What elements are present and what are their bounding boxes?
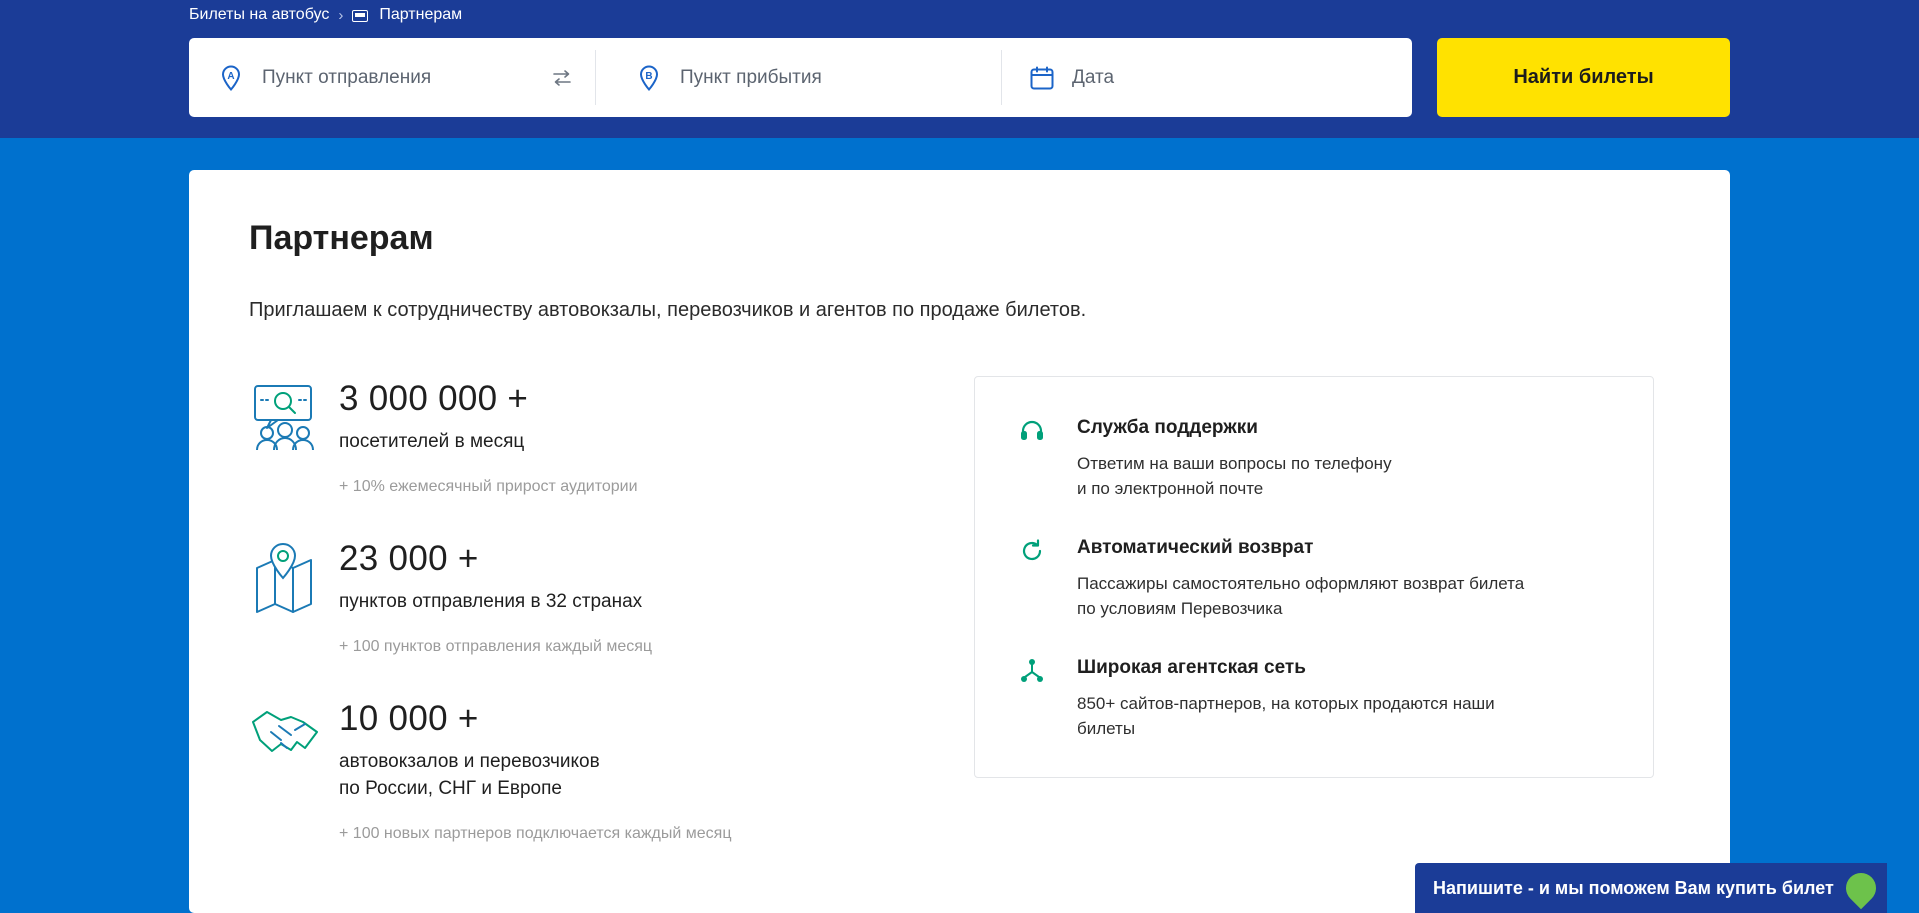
- map-pin-icon: [249, 536, 339, 621]
- stat-number: 10 000 +: [339, 699, 479, 738]
- search-fields: [189, 38, 1412, 117]
- stat-body: [339, 536, 974, 690]
- feature-body: [1077, 535, 1609, 621]
- chat-badge[interactable]: [1835, 863, 1887, 913]
- search-people-icon: [249, 376, 339, 457]
- feature-text-line2: и по электронной почте: [1077, 479, 1264, 498]
- stat-description: посетителей в месяц: [339, 431, 525, 452]
- svg-text:A: A: [227, 70, 235, 82]
- svg-text:B: B: [645, 70, 653, 82]
- handshake-icon: [249, 696, 339, 769]
- refund-arrow-icon: [1019, 535, 1077, 621]
- feature-item: [1019, 535, 1609, 621]
- network-icon: [1019, 655, 1077, 741]
- stat-note: + 10% ежемесячный прирост аудитории: [339, 478, 638, 495]
- stat-body: [339, 696, 974, 877]
- stat-item: [249, 376, 974, 530]
- stat-number: 3 000 000 +: [339, 379, 529, 418]
- breadcrumb-home[interactable]: Билеты на автобус: [189, 6, 330, 23]
- chat-message: Напишите - и мы поможем Вам купить билет: [1433, 877, 1834, 898]
- search-bar: [189, 38, 1412, 117]
- feature-body: [1077, 655, 1609, 741]
- feature-text: [1077, 451, 1609, 501]
- feature-title: Автоматический возврат: [1077, 537, 1314, 558]
- chat-widget[interactable]: [1415, 863, 1835, 913]
- calendar-icon: [1029, 65, 1055, 91]
- stat-number: 23 000 +: [339, 539, 479, 578]
- leaf-icon: [1840, 867, 1882, 909]
- stat-description-line2: по России, СНГ и Европе: [339, 778, 562, 799]
- feature-text-line2: по условиям Перевозчика: [1077, 599, 1283, 618]
- stat-body: [339, 376, 974, 530]
- stat-note: + 100 новых партнеров подключается каждый месяц: [339, 825, 732, 842]
- features-panel: [974, 376, 1654, 778]
- stat-description-line1: автовокзалов и перевозчиков: [339, 751, 600, 772]
- departure-field[interactable]: [189, 38, 595, 117]
- stat-description: [339, 748, 974, 802]
- ticket-icon: [352, 10, 368, 22]
- page-title: Партнерам: [249, 219, 434, 257]
- stat-note: + 100 пунктов отправления каждый месяц: [339, 638, 653, 655]
- feature-title: Широкая агентская сеть: [1077, 657, 1306, 678]
- content-card: [189, 170, 1730, 913]
- stat-item: [249, 696, 974, 877]
- feature-text-line2: билеты: [1077, 719, 1136, 738]
- features-column: [974, 376, 1654, 883]
- feature-text: [1077, 691, 1609, 741]
- feature-text: [1077, 571, 1609, 621]
- breadcrumb-current: Партнерам: [379, 6, 463, 23]
- feature-text-line1: Ответим на ваши вопросы по телефону: [1077, 454, 1392, 473]
- pin-b-icon: [635, 64, 663, 92]
- arrival-field[interactable]: [595, 38, 1001, 117]
- feature-text-line1: 850+ сайтов-партнеров, на которых продаются наши: [1077, 694, 1495, 713]
- stat-item: [249, 536, 974, 690]
- feature-item: [1019, 415, 1609, 501]
- arrival-placeholder: Пункт прибытия: [680, 66, 822, 88]
- content-columns: [249, 376, 1670, 883]
- feature-text-line1: Пассажиры самостоятельно оформляют возврат билета: [1077, 574, 1525, 593]
- headset-icon: [1019, 415, 1077, 501]
- swap-arrows-icon[interactable]: [551, 67, 573, 89]
- page-lead: Приглашаем к сотрудничеству автовокзалы, перевозчиков и агентов по продаже билетов.: [249, 299, 1087, 321]
- feature-item: [1019, 655, 1609, 741]
- date-field[interactable]: [1001, 38, 1412, 117]
- feature-body: [1077, 415, 1609, 501]
- breadcrumb-separator: ›: [338, 6, 344, 24]
- stats-column: [249, 376, 974, 883]
- feature-title: Служба поддержки: [1077, 417, 1258, 438]
- breadcrumb: [189, 6, 462, 24]
- stat-description: пунктов отправления в 32 странах: [339, 591, 643, 612]
- search-header: [0, 0, 1919, 138]
- date-placeholder: Дата: [1072, 66, 1115, 88]
- pin-a-icon: [217, 64, 245, 92]
- departure-placeholder: Пункт отправления: [262, 66, 432, 88]
- find-tickets-button[interactable]: Найти билеты: [1437, 38, 1730, 117]
